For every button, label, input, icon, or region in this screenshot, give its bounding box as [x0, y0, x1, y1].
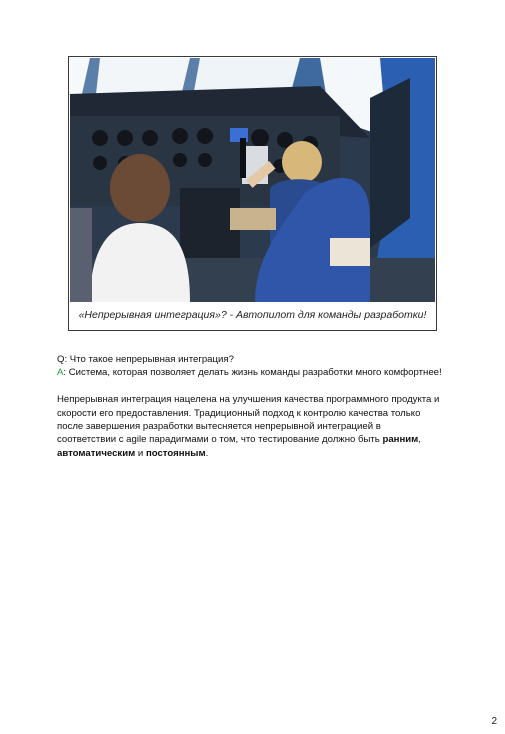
figure: [68, 56, 437, 331]
page-number: 2: [491, 716, 497, 727]
figure-caption: «Непрерывная интеграция»? - Автопилот для команды разработки!: [78, 309, 427, 321]
paragraph-spacer: [57, 380, 442, 393]
body-text: Непрерывная интеграция нацелена на улучшения качества программного продукта и скорости его предоставления. Традиционный подход к контролю качества только после завершения разработки вытесняется непрерывной интеграцией в соответствии с agile парадигмами о том, что тестирование должно быть: [57, 394, 440, 446]
period: .: [205, 447, 209, 459]
question-line: [57, 353, 442, 366]
answer-text: : Система, которая позволяет делать жизнь команды разработки много комфортнее!: [63, 367, 442, 379]
emphasis-constant: постоянным: [145, 447, 206, 459]
question-label: Q: [57, 354, 65, 365]
answer-line: [57, 366, 442, 379]
text-content: [57, 353, 442, 460]
emphasis-automatic: автоматическим: [57, 447, 136, 459]
separator-1: ,: [418, 434, 421, 446]
cockpit-photo: [70, 58, 435, 302]
separator-2: и: [135, 447, 146, 459]
body-paragraph: [57, 393, 442, 460]
answer-label: A: [57, 367, 64, 379]
question-text: : Что такое непрерывная интеграция?: [64, 354, 234, 365]
emphasis-early: ранним: [382, 434, 419, 446]
